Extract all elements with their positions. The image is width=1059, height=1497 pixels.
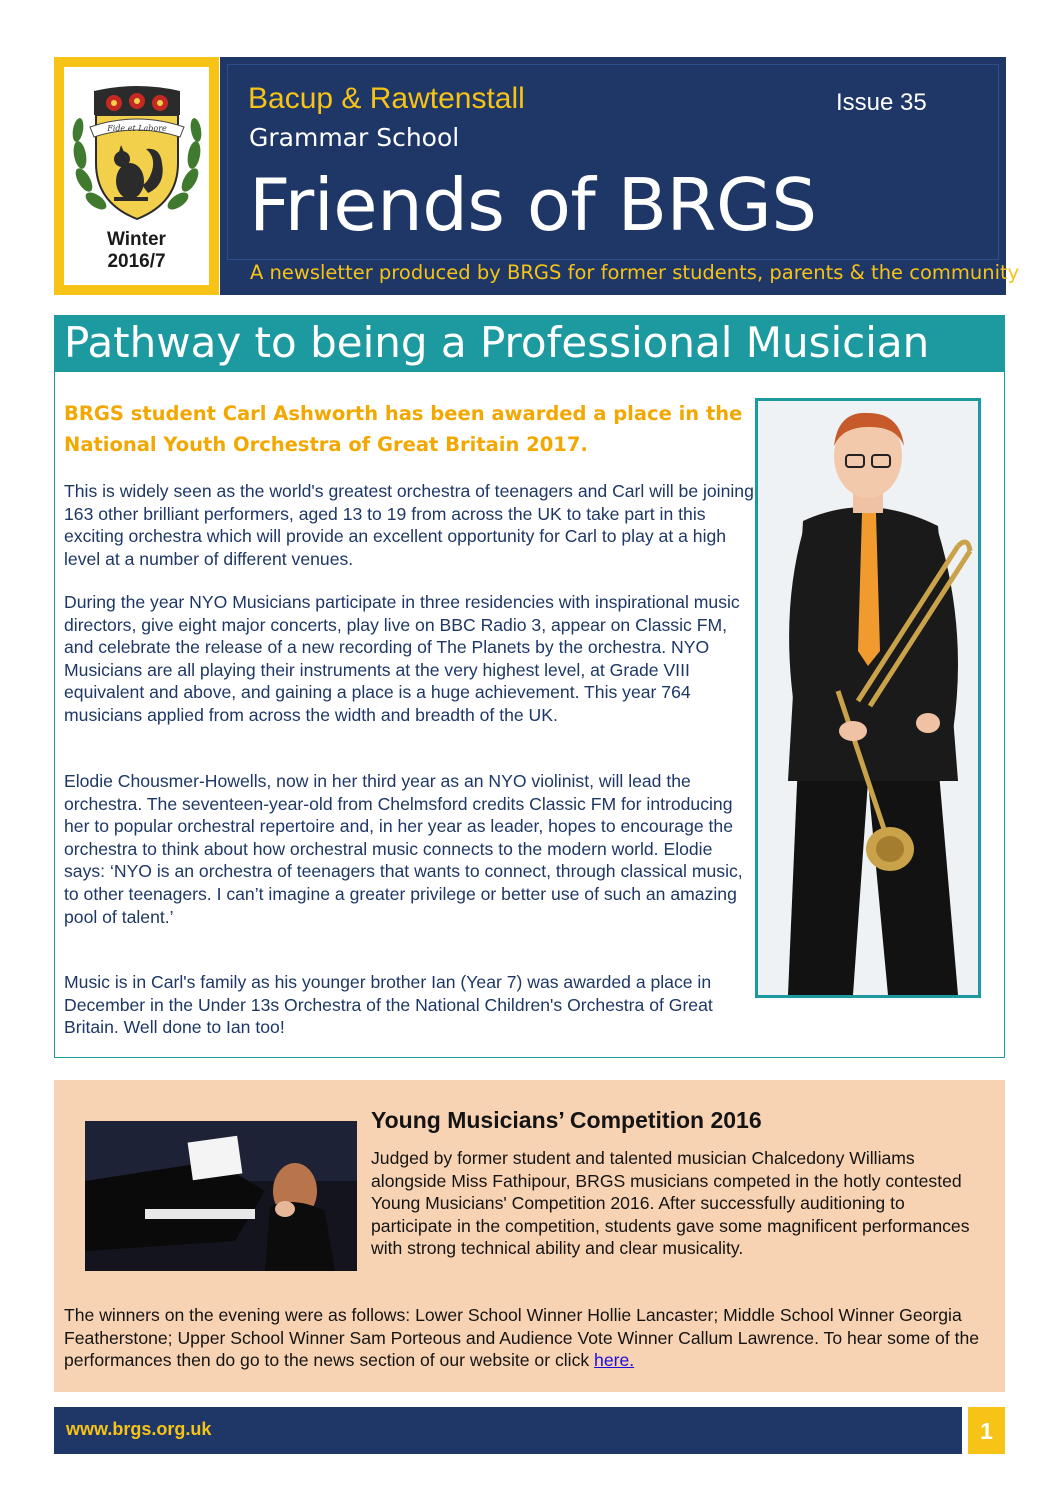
page-number: 1 [980,1418,993,1444]
footer-website-url: www.brgs.org.uk [66,1419,212,1439]
pianist-photo [85,1121,357,1271]
article-paragraph: Elodie Chousmer-Howells, now in her third year as an NYO violinist, will lead the orchestra. The seventeen-year-old from Chelmsford credits Classic FM for introducing her to popular orchestral repertoire and, in her year as leader, hopes to encourage the orchestra to think about how orchestral music connects to the modern world. Elodie says: ‘NYO is an orchestra of teenagers that wants to connect, through classical music, to other teenagers. I can’t imagine a greater privilege or better use of such an amazing pool of talent.’ [64,771,743,927]
issue-season [64,229,209,273]
trombonist-photo [755,398,981,998]
school-crest-logo [70,75,204,225]
issue-number: Issue 35 [836,89,927,116]
school-name: Bacup & Rawtenstall [248,82,525,115]
newsletter-title: Friends of BRGS [249,163,817,247]
competition-winners [64,1304,994,1372]
svg-text:Fide et Labore: Fide et Labore [107,124,167,133]
article-paragraph: During the year NYO Musicians participate in three residencies with inspirational music directors, give eight major concerts, play live on BBC Radio 3, appear on Classic FM, and celebrate the release of a new recording of The Planets by the orchestra. NYO Musicians are all playing their instruments at the very highest level, at Grade VIII equivalent and above, and gaining a place is a huge achievement. This year 764 musicians applied from across the width and breadth of the UK. [64,592,740,725]
competition-winners-text: The winners on the evening were as follows: Lower School Winner Hollie Lancaster; Middle School Winner Georgia Featherstone; Upper School Winner Sam Porteous and Audience Vote Winner Callum Lawrence. To hear some of the performances then do go to the news section of our website or click [64,1305,980,1371]
article-paragraph: This is widely seen as the world's greatest orchestra of teenagers and Carl will be joining 163 other brilliant performers, aged 13 to 19 from across the UK to take part in this exciting orchestra which will provide an excellent opportunity for Carl to play at a high level at a number of different venues. [64,481,754,569]
article-title: Pathway to being a Professional Musician [64,318,930,367]
season-label: Winter [107,229,166,250]
season-year: 2016/7 [107,251,166,272]
article-lead: BRGS student Carl Ashworth has been awarded a place in the National Youth Orchestra of Great Britain 2017. [64,402,743,456]
competition-heading: Young Musicians’ Competition 2016 [371,1107,762,1133]
newsletter-tagline: A newsletter produced by BRGS for former students, parents & the community [250,261,1020,284]
performances-link[interactable]: here. [594,1350,635,1371]
competition-body: Judged by former student and talented musician Chalcedony Williams alongside Miss Fathipour, BRGS musicians competed in the hotly contested Young Musicians' Competition 2016. After successfully auditioning to participate in the competition, students gave some magnificent performances with strong technical ability and clear musicality. [371,1148,970,1259]
article-paragraph: Music is in Carl's family as his younger brother Ian (Year 7) was awarded a place in December in the Under 13s Orchestra of the National Children's Orchestra of Great Britain. Well done to Ian too! [64,972,713,1038]
school-name-subtitle: Grammar School [249,123,460,152]
pianist-photo-illustration [85,1121,357,1271]
trombonist-photo-illustration [758,401,978,995]
